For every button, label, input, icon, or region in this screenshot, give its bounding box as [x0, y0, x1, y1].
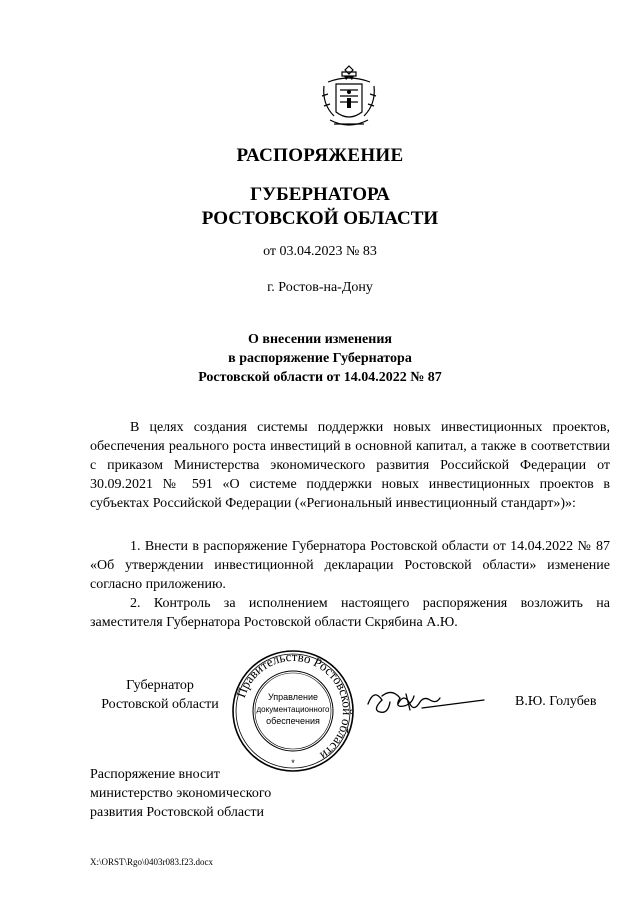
seal-outer-text: Правительство Ростовской области: [233, 648, 356, 764]
svg-text:*: *: [291, 758, 295, 768]
signatory-name: В.Ю. Голубев: [515, 694, 597, 709]
subject-line-2: в распоряжение Губернатора: [228, 351, 412, 366]
official-seal: [230, 648, 356, 774]
handwritten-signature: [362, 682, 492, 722]
note-line-2: министерство экономического: [90, 786, 272, 801]
date-number: от 03.04.2023 № 83: [263, 244, 377, 259]
seal-inner-line-1: Управление: [267, 692, 319, 702]
issuer-title: [0, 183, 640, 231]
subject-heading: [0, 330, 640, 387]
preamble-paragraph: В целях создания системы поддержки новых инвестиционных проектов, обеспечения реального роста инвестиций в основной капитал, а также в соответствии с приказом Министерства экономического развития Российской Федерации от 30.09.2021 № 591 «О системе поддержки новых инвестиционных проектов в субъектах Российской Федерации («Региональный инвестиционный стандарт»)»:: [90, 420, 610, 511]
coat-of-arms-icon: [318, 62, 380, 130]
note-line-3: развития Ростовской области: [90, 805, 264, 820]
signatory-position: [90, 676, 230, 714]
note-line-1: Распоряжение вносит: [90, 767, 220, 782]
position-line-2: Ростовской области: [101, 697, 219, 712]
item-2-paragraph: 2. Контроль за исполнением настоящего распоряжения возложить на заместителя Губернатора Ростовской области Скрябина А.Ю.: [90, 596, 610, 630]
subject-line-1: О внесении изменения: [248, 332, 392, 347]
place: г. Ростов-на-Дону: [267, 280, 373, 295]
seal-inner-line-2: документационного: [256, 705, 330, 714]
seal-inner-line-3: обеспечения: [266, 716, 320, 726]
subject-line-3: Ростовской области от 14.04.2022 № 87: [198, 370, 442, 385]
item-2-block: [90, 594, 610, 632]
submitter-note: [90, 765, 271, 822]
position-line-1: Губернатор: [126, 678, 194, 693]
item-1-block: [90, 537, 610, 594]
file-path: X:\ORST\Rgo\0403r083.f23.docx: [90, 857, 213, 867]
document-type-title: РАСПОРЯЖЕНИЕ: [236, 145, 404, 166]
preamble-block: [90, 418, 610, 513]
issuer-line-1: ГУБЕРНАТОРА: [250, 184, 390, 205]
issuer-line-2: РОСТОВСКОЙ ОБЛАСТИ: [201, 208, 439, 229]
item-1-paragraph: 1. Внести в распоряжение Губернатора Ростовской области от 14.04.2022 № 87 «Об утверждении инвестиционной декларации Ростовской области» изменение согласно приложению.: [90, 539, 610, 592]
